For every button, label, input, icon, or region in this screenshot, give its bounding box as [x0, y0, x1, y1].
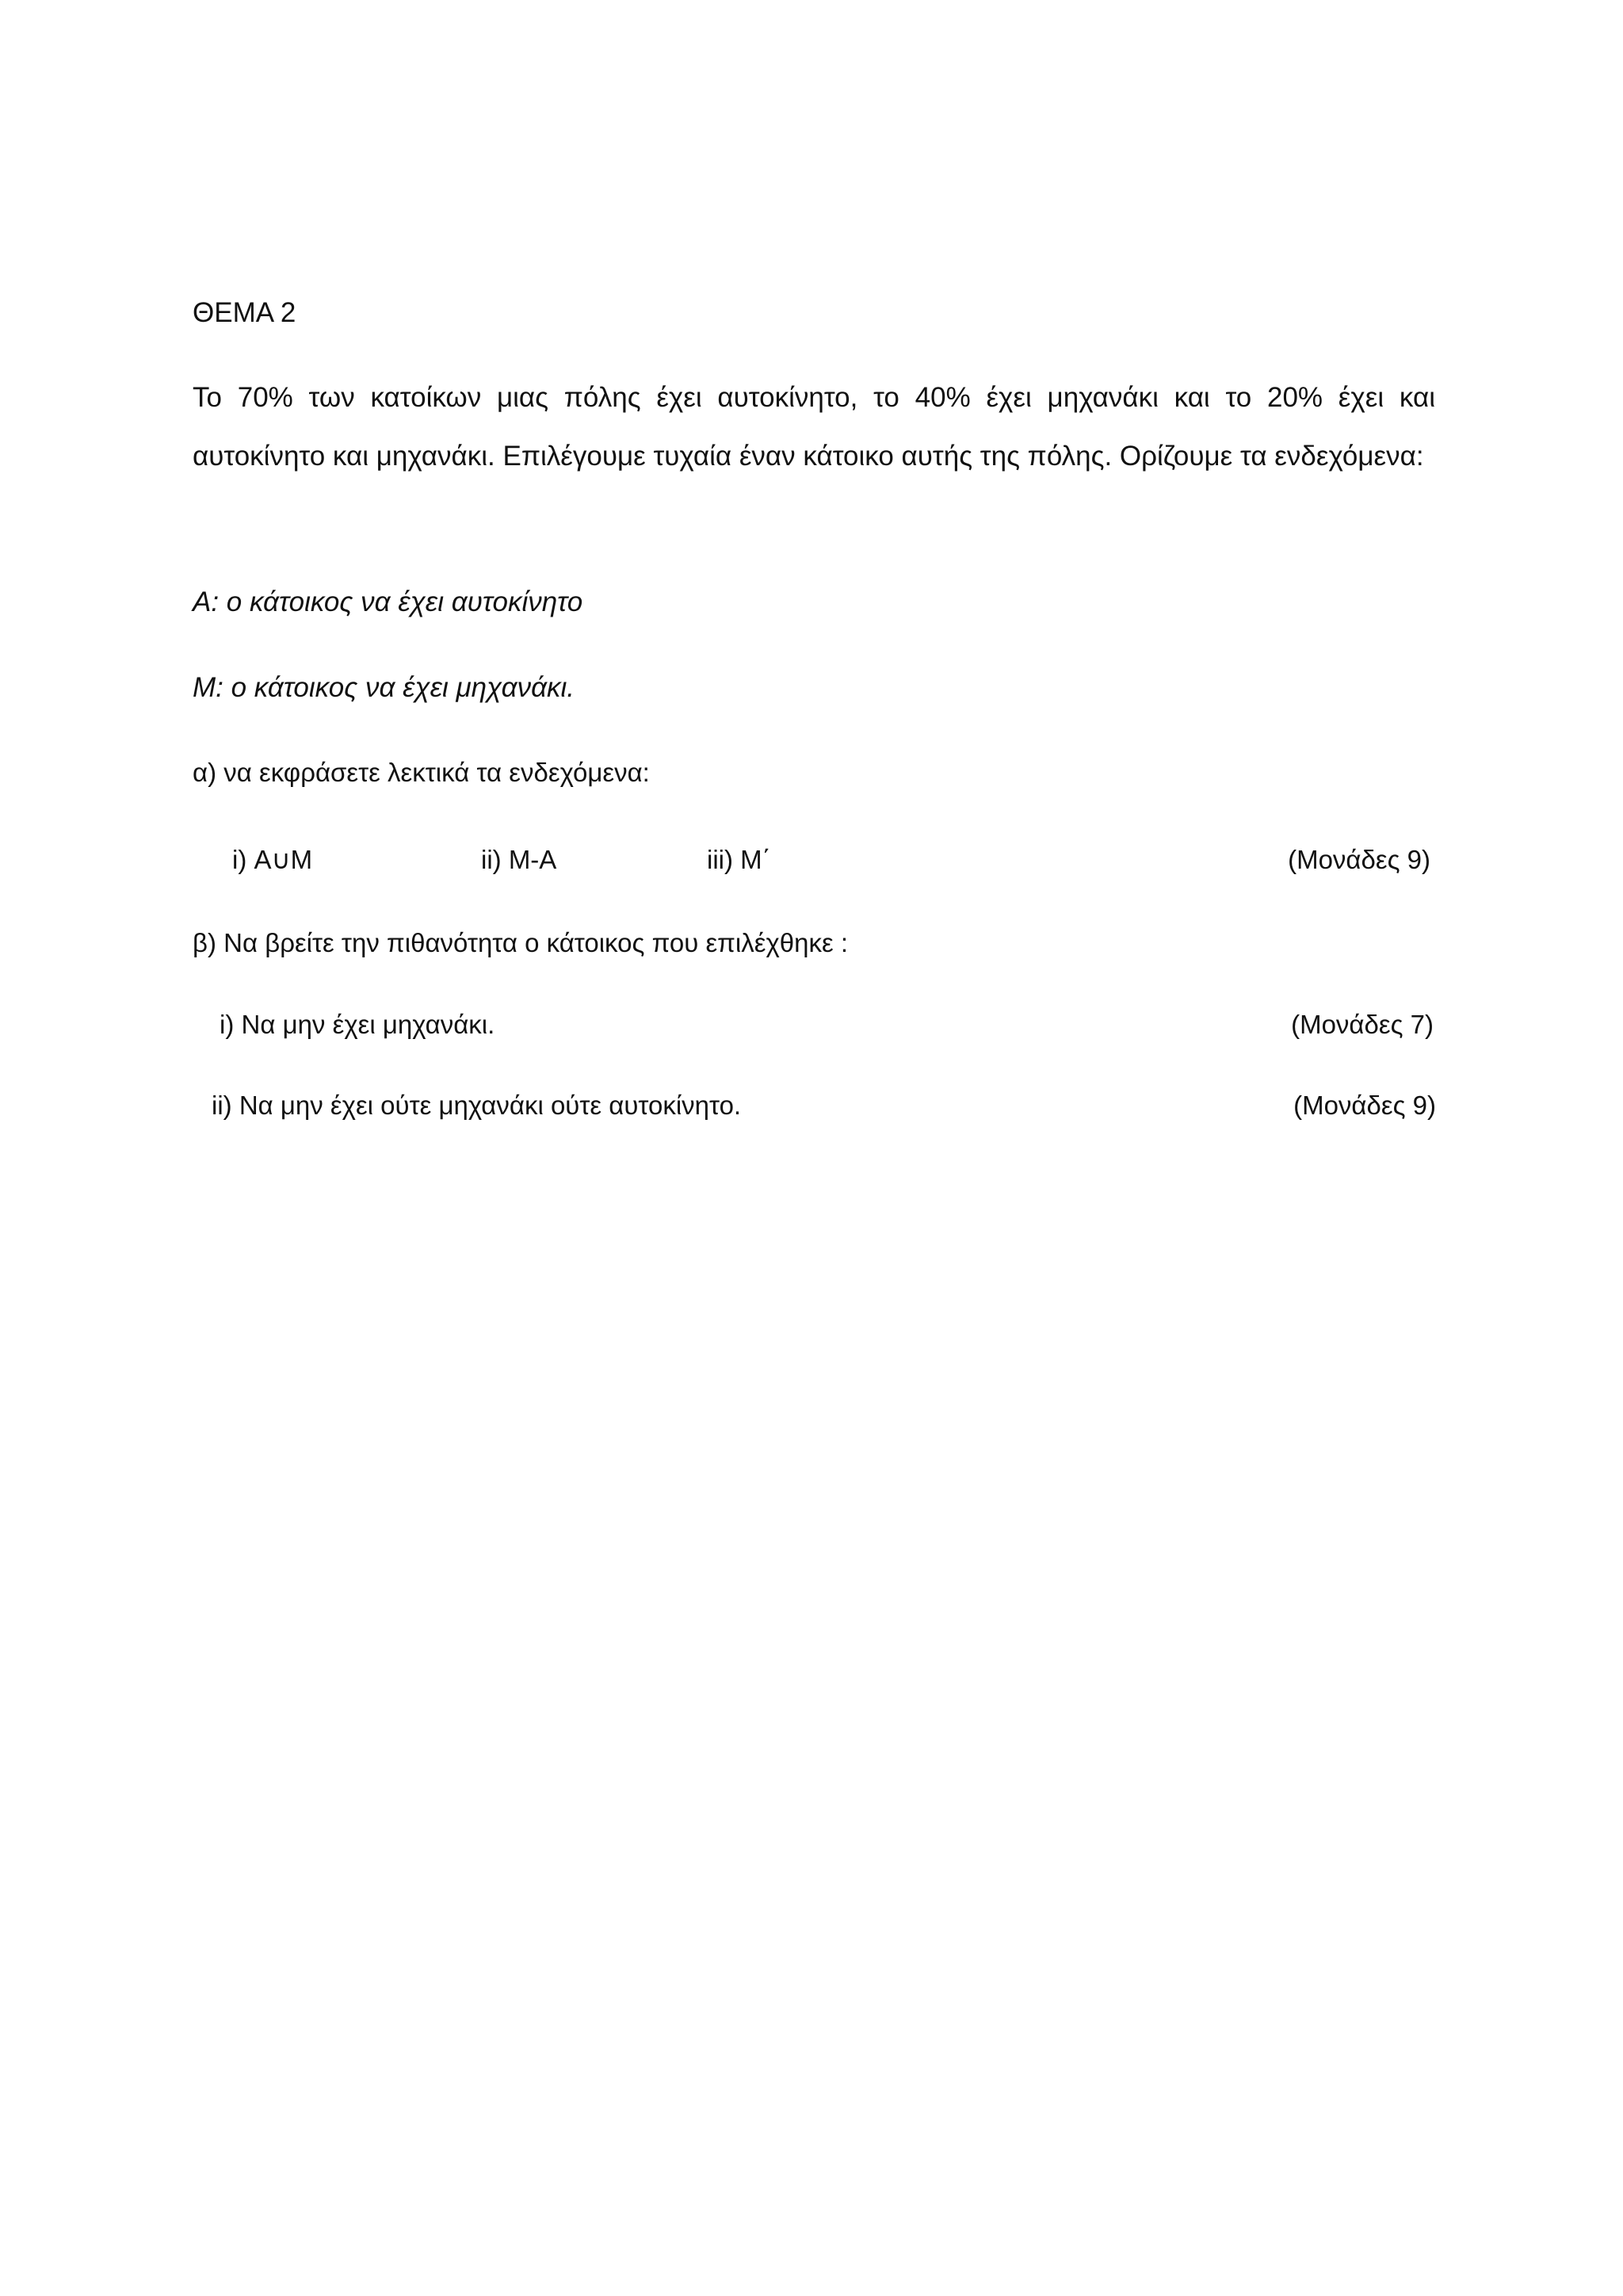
part-a-prompt: α) να εκφράσετε λεκτικά τα ενδεχόμενα:	[193, 758, 650, 787]
part-b-item-1-points: (Μονάδες 7)	[1291, 1010, 1434, 1039]
part-a-points: (Μονάδες 9)	[1288, 845, 1430, 874]
part-b-item-2-points: (Μονάδες 9)	[1293, 1091, 1436, 1120]
part-a-item-difference: ii) Μ-Α	[481, 845, 557, 874]
problem-statement: Το 70% των κατοίκων μιας πόλης έχει αυτοκίνητο, το 40% έχει μηχανάκι και το 20% έχει και αυτοκίνητο και μηχανάκι. Επιλέγουμε τυχαία έναν κάτοικο αυτής της πόλης. Ορίζουμε τα ενδεχόμενα:	[193, 382, 1435, 472]
event-m-definition: Μ: ο κάτοικος να έχει μηχανάκι.	[193, 672, 575, 703]
part-a-item-complement: iii) Μ΄	[707, 845, 771, 874]
part-b-item-1: i) Να μην έχει μηχανάκι.	[220, 1010, 495, 1039]
event-a-definition: Α: ο κάτοικος να έχει αυτοκίνητο	[193, 586, 583, 617]
part-b-item-2: ii) Να μην έχει ούτε μηχανάκι ούτε αυτοκίνητο.	[212, 1091, 742, 1120]
exercise-heading: ΘΕΜΑ 2	[193, 297, 296, 328]
part-b-prompt: β) Να βρείτε την πιθανότητα ο κάτοικος που επιλέχθηκε :	[193, 928, 849, 957]
part-a-item-union: i) Α∪Μ	[232, 845, 313, 874]
